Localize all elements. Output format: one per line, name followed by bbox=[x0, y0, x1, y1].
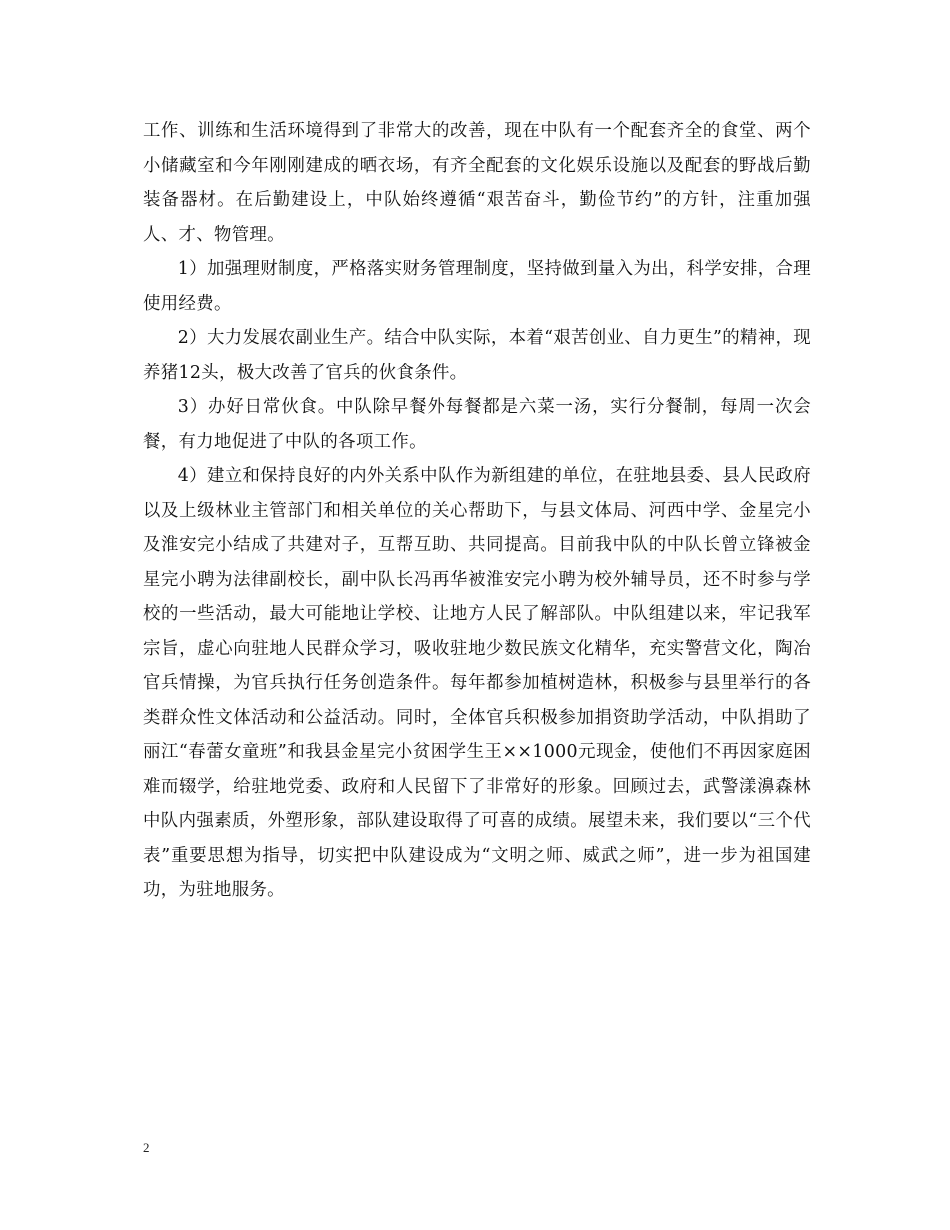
paragraph-item-3: 3）办好日常伙食。中队除早餐外每餐都是六菜一汤，实行分餐制，每周一次会餐，有力地促进了中队的各项工作。 bbox=[143, 397, 811, 452]
document-body bbox=[143, 114, 811, 908]
paragraph-item-2: 2）大力发展农副业生产。结合中队实际，本着“艰苦创业、自力更生”的精神，现养猪12头，极大改善了官兵的伙食条件。 bbox=[143, 328, 811, 383]
page-number: 2 bbox=[143, 1140, 150, 1155]
paragraph-item-4: 4）建立和保持良好的内外关系中队作为新组建的单位，在驻地县委、县人民政府以及上级林业主管部门和相关单位的关心帮助下，与县文体局、河西中学、金星完小及淮安完小结成了共建对子，互帮互助、共同提高。目前我中队的中队长曾立锋被金星完小聘为法律副校长，副中队长冯再华被淮安完小聘为校外辅导员，还不时参与学校的一些活动，最大可能地让学校、让地方人民了解部队。中队组建以来，牢记我军宗旨，虚心向驻地人民群众学习，吸收驻地少数民族文化精华，充实警营文化，陶冶官兵情操，为官兵执行任务创造条件。每年都参加植树造林，积极参与县里举行的各类群众性文体活动和公益活动。同时，全体官兵积极参加捐资助学活动，中队捐助了丽江“春蕾女童班”和我县金星完小贫困学生王××1000元现金，使他们不再因家庭困难而辍学，给驻地党委、政府和人民留下了非常好的形象。回顾过去，武警漾濞森林中队内强素质，外塑形象，部队建设取得了可喜的成绩。展望未来，我们要以“三个代表”重要思想为指导，切实把中队建设成为“文明之师、威武之师”，进一步为祖国建功，为驻地服务。 bbox=[143, 466, 811, 900]
paragraph-item-1: 1）加强理财制度，严格落实财务管理制度，坚持做到量入为出，科学安排，合理使用经费。 bbox=[143, 259, 811, 314]
paragraph-continuation: 工作、训练和生活环境得到了非常大的改善，现在中队有一个配套齐全的食堂、两个小储藏室和今年刚刚建成的晒衣场，有齐全配套的文化娱乐设施以及配套的野战后勤装备器材。在后勤建设上，中队始终遵循“艰苦奋斗，勤俭节约”的方针，注重加强人、才、物管理。 bbox=[143, 121, 811, 245]
